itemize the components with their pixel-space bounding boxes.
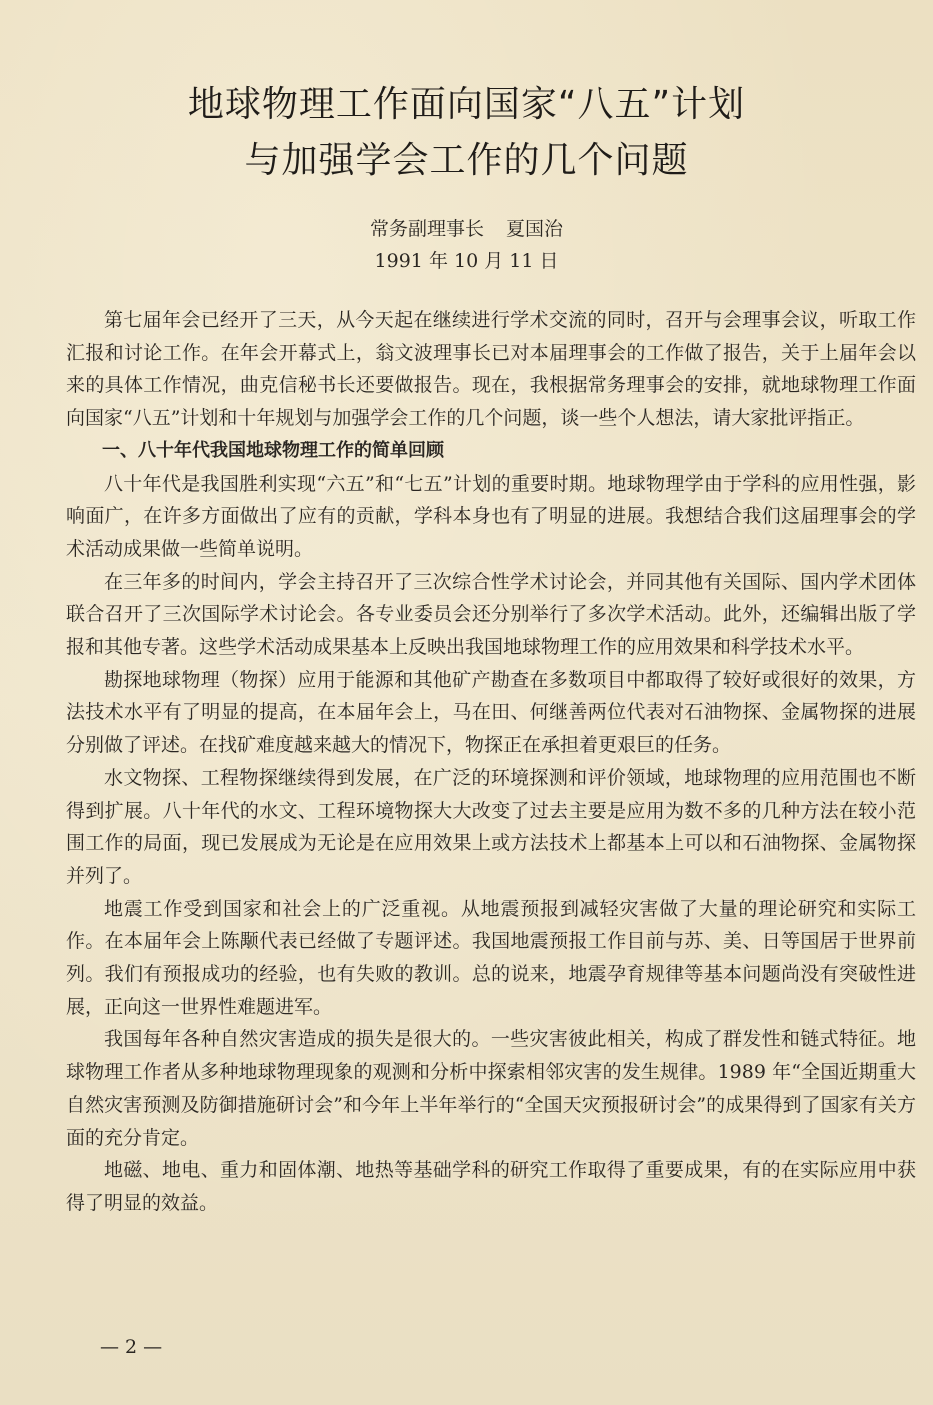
author-name: 夏国治 [506, 218, 564, 240]
body-text [66, 304, 916, 1220]
title-line-1: 地球物理工作面向国家“八五”计划 [187, 84, 746, 125]
paragraph: 八十年代是我国胜利实现“六五”和“七五”计划的重要时期。地球物理学由于学科的应用性强，影响面广，在许多方面做出了应有的贡献，学科本身也有了明显的进展。我想结合我们这届理事会的学术活动成果做一些简单说明。 [66, 472, 916, 560]
title-line-2: 与加强学会工作的几个问题 [244, 140, 689, 181]
paragraph: 勘探地球物理（物探）应用于能源和其他矿产勘查在多数项目中都取得了较好或很好的效果，方法技术水平有了明显的提高，在本届年会上，马在田、何继善两位代表对石油物探、金属物探的进展分别做了评述。在找矿难度越来越大的情况下，物探正在承担着更艰巨的任务。 [66, 668, 916, 757]
paragraph: 地震工作受到国家和社会上的广泛重视。从地震预报到减轻灾害做了大量的理论研究和实际工作。在本届年会上陈颙代表已经做了专题评述。我国地震预报工作目前与苏、美、日等国居于世界前列。我们有预报成功的经验，也有失败的教训。总的说来，地震孕育规律等基本问题尚没有突破性进展，正向这一世界性难题进军。 [66, 897, 916, 1018]
paragraph: 我国每年各种自然灾害造成的损失是很大的。一些灾害彼此相关，构成了群发性和链式特征。地球物理工作者从多种地球物理现象的观测和分析中探索相邻灾害的发生规律。1989 年“全国近期重大自然灾害预测及防御措施研讨会”和今年上半年举行的“全国天灾预报研讨会”的成果得到了国家有关方面的充分肯定。 [66, 1028, 916, 1149]
paragraph: 地磁、地电、重力和固体潮、地热等基础学科的研究工作取得了重要成果，有的在实际应用中获得了明显的效益。 [66, 1159, 916, 1214]
bleed-through-text [560, 40, 572, 80]
paragraph: 第七届年会已经开了三天，从今天起在继续进行学术交流的同时，召开与会理事会议，听取工作汇报和讨论工作。在年会开幕式上，翁文波理事长已对本届理事会的工作做了报告，关于上届年会以来的具体工作情况，曲克信秘书长还要做报告。现在，我根据常务理事会的安排，就地球物理工作面向国家“八五”计划和十年规划与加强学会工作的几个问题，谈一些个人想法，请大家批评指正。 [66, 309, 916, 430]
paragraph: 在三年多的时间内，学会主持召开了三次综合性学术讨论会，并同其他有关国际、国内学术团体联合召开了三次国际学术讨论会。各专业委员会还分别举行了多次学术活动。此外，还编辑出版了学报和其他专著。这些学术活动成果基本上反映出我国地球物理工作的应用效果和科学技术水平。 [66, 570, 916, 659]
author-role: 常务副理事长 [369, 218, 484, 240]
author-line [0, 214, 933, 241]
section-heading: 一、八十年代我国地球物理工作的简单回顾 [102, 439, 444, 461]
page-number: — 2 — [100, 1336, 163, 1358]
paragraph: 水文物探、工程物探继续得到发展，在广泛的环境探测和评价领域，地球物理的应用范围也不断得到扩展。八十年代的水文、工程环境物探大大改变了过去主要是应用为数不多的几种方法在较小范围工作的局面，现已发展成为无论是在应用效果上或方法技术上都基本上可以和石油物探、金属物探并列了。 [66, 766, 916, 887]
date-line: 1991 年 10 月 11 日 [374, 250, 559, 272]
